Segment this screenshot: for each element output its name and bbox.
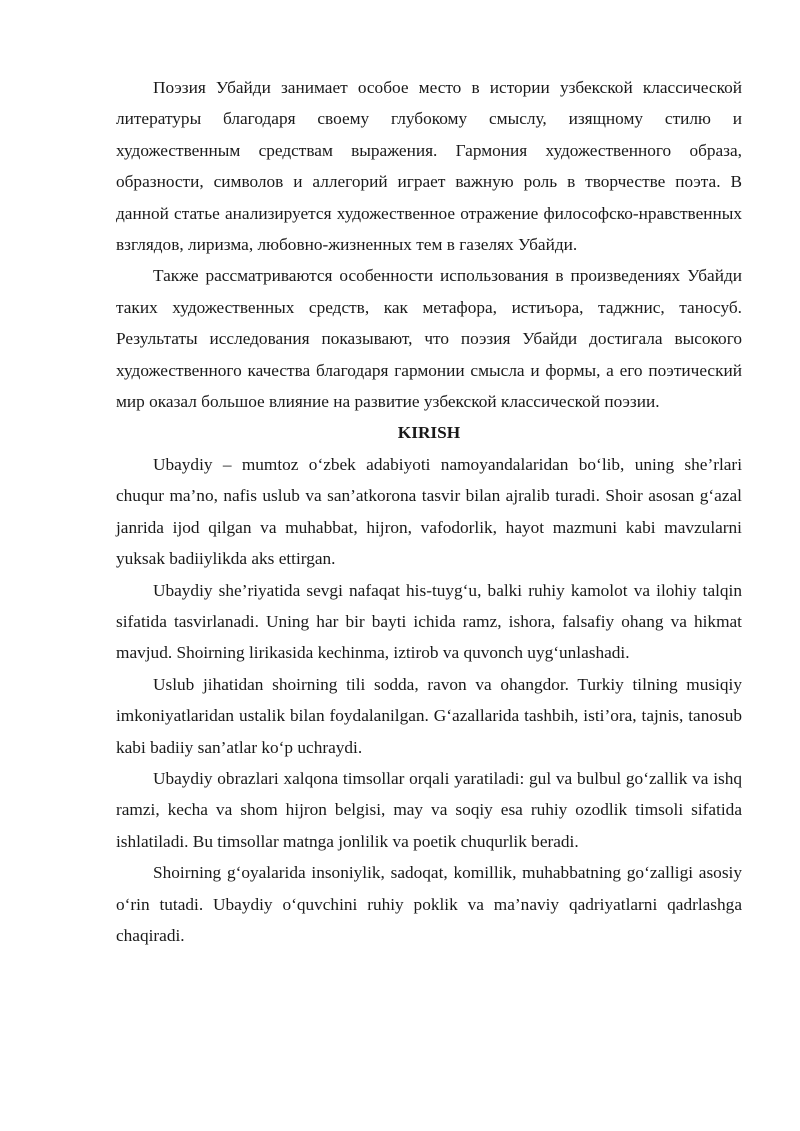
document-page xyxy=(116,72,742,951)
paragraph-intro-2: Также рассматриваются особенности использования в произведениях Убайди таких художественных средств, как метафора, истиъора, таджнис, таносуб. Результаты исследования показывают, что поэзия Убайди достигала высокого художественного качества благодаря гармонии смысла и формы, а его поэтический мир оказал большое влияние на развитие узбекской классической поэзии. xyxy=(116,266,742,412)
paragraph-1: Ubaydiy – mumtoz o‘zbek adabiyoti namoyandalaridan bo‘lib, uning she’rlari chuqur ma’no, nafis uslub va san’atkorona tasvir bilan ajralib turadi. Shoir asosan g‘azal janrida ijod qilgan va muhabbat, hijron, vafodorlik, hayot mazmuni kabi mavzularni yuksak badiiylikda aks ettirgan. xyxy=(116,454,742,569)
paragraph-5: Shoirning g‘oyalarida insoniylik, sadoqat, komillik, muhabbatning go‘zalligi asosiy o‘rin tutadi. Ubaydiy o‘quvchini ruhiy poklik va ma’naviy qadriyatlarni qadrlashga chaqiradi. xyxy=(116,863,742,945)
paragraph-intro-1: Поэзия Убайди занимает особое место в истории узбекской классической литературы благодаря своему глубокому смыслу, изящному стилю и художественным средствам выражения. Гармония художественного образа, образности, символов и аллегорий играет важную роль в творчестве поэта. В данной статье анализируется художественное отражение философско-нравственных взглядов, лиризма, любовно-жизненных тем в газелях Убайди. xyxy=(116,78,742,255)
paragraph-2: Ubaydiy she’riyatida sevgi nafaqat his-tuyg‘u, balki ruhiy kamolot va ilohiy talqin sifatida tasvirlanadi. Uning har bir bayti ichida ramz, ishora, falsafiy ohang va hikmat mavjud. Shoirning lirikasida kechinma, iztirob va quvonch uyg‘unlashadi. xyxy=(116,580,742,663)
paragraph-4: Ubaydiy obrazlari xalqona timsollar orqali yaratiladi: gul va bulbul go‘zallik va ishq ramzi, kecha va shom hijron belgisi, may va soqiy esa ruhiy ozodlik timsoli sifatida ishlatiladi. Bu timsollar matnga jonlilik va poetik chuqurlik beradi. xyxy=(116,768,742,851)
paragraph-3: Uslub jihatidan shoirning tili sodda, ravon va ohangdor. Turkiy tilning musiqiy imkoniyatlaridan ustalik bilan foydalanilgan. G‘azallarida tashbih, isti’ora, tajnis, tanosub kabi badiiy san’atlar ko‘p uchraydi. xyxy=(116,674,742,757)
section-heading: KIRISH xyxy=(397,423,461,443)
